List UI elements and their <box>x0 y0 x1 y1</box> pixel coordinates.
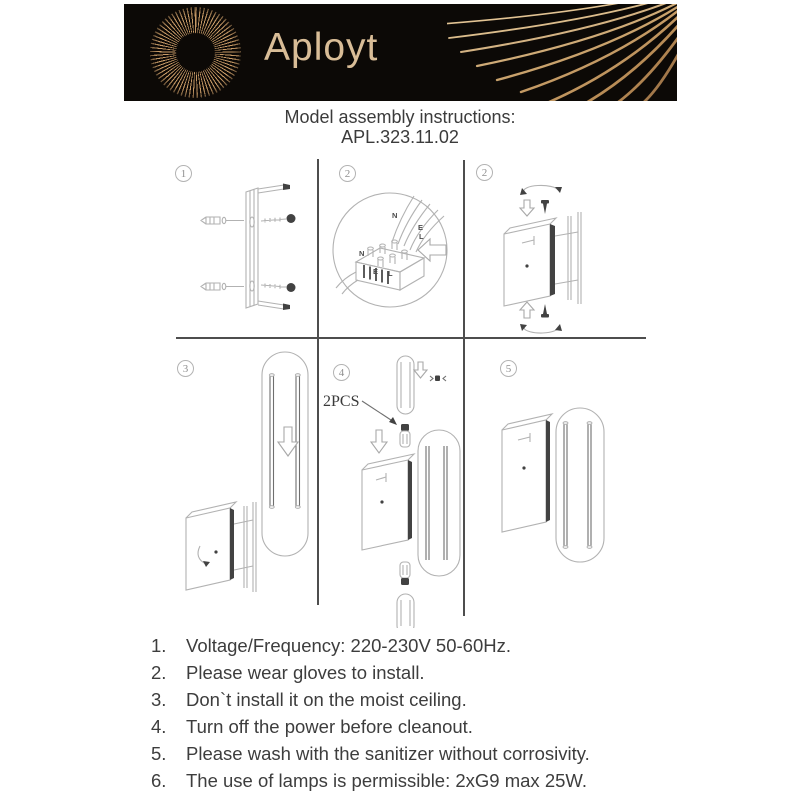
item-text: Don`t install it on the moist ceiling. <box>186 689 467 710</box>
step1-diagram <box>160 158 317 338</box>
g9-bulb-icon <box>400 562 410 585</box>
item-text: Voltage/Frequency: 220-230V 50-60Hz. <box>186 635 511 656</box>
item-number: 3. <box>151 689 167 710</box>
down-arrow-icon <box>414 362 427 378</box>
step5-diagram <box>318 338 463 628</box>
item-text: Please wash with the sanitizer without corrosivity. <box>186 743 590 764</box>
small-bulb-icon <box>430 376 446 382</box>
item-number: 5. <box>151 743 167 764</box>
up-arrow-icon <box>520 302 534 318</box>
model-number: APL.323.11.02 <box>341 127 459 147</box>
2pcs-label: 2PCS <box>323 393 360 410</box>
item-number: 4. <box>151 716 167 737</box>
step-badge-5: 4 <box>333 364 350 381</box>
base-plate-icon <box>362 454 414 550</box>
item-text: Turn off the power before cleanout. <box>186 716 473 737</box>
wire-label-n-left: N <box>359 249 365 258</box>
rotate-arrow-icon <box>520 185 562 195</box>
fan-rays-icon <box>447 4 677 101</box>
item-number: 1. <box>151 635 167 656</box>
wall-rails-icon <box>234 502 256 592</box>
screw-icon <box>541 200 549 214</box>
terminal-block-icon <box>356 240 424 290</box>
title-block <box>0 107 800 147</box>
screw-icon <box>541 304 549 318</box>
screw-icon <box>261 214 296 292</box>
brand-name: Aployt <box>264 26 379 69</box>
base-plate-icon <box>504 218 556 306</box>
wire-label-l-bottom: L <box>388 269 393 278</box>
list-item <box>151 743 590 770</box>
step2-wiring-diagram <box>318 158 463 338</box>
list-item <box>151 635 590 662</box>
lamp-frame-icon <box>262 352 308 556</box>
item-text: Please wear gloves to install. <box>186 662 425 683</box>
wall-anchor-icon <box>201 217 244 290</box>
instructions-list <box>151 635 590 797</box>
wall-rails-icon <box>555 212 581 304</box>
wire-label-e-right: E <box>418 223 424 232</box>
step-badge-4: 3 <box>177 360 194 377</box>
starburst-logo-icon <box>150 7 241 98</box>
base-plate-icon <box>502 414 552 532</box>
lamp-frame-icon <box>556 408 604 562</box>
page-title: Model assembly instructions: <box>284 107 516 127</box>
wire-label-e-bottom: E <box>373 267 379 276</box>
lamp-frame-icon <box>418 430 460 576</box>
item-number: 2. <box>151 662 167 683</box>
step-badge-3: 2 <box>476 164 493 181</box>
leader-arrow-icon <box>362 401 397 425</box>
mounting-bracket-icon <box>246 184 290 311</box>
item-number: 6. <box>151 770 167 791</box>
glass-tube-icon <box>397 594 414 628</box>
step-badge-2: 2 <box>339 165 356 182</box>
step6-diagram <box>464 338 645 608</box>
step4-diagram <box>160 338 317 608</box>
wire-label-n-top: N <box>392 211 398 220</box>
list-item <box>151 770 590 797</box>
step3-diagram <box>464 158 645 338</box>
g9-bulb-icon <box>400 424 410 447</box>
step-badge-6: 5 <box>500 360 517 377</box>
step-badge-1: 1 <box>175 165 192 182</box>
down-arrow-icon <box>278 427 298 456</box>
wire-label-l-right: L <box>419 232 424 241</box>
rotate-arrow-icon <box>520 324 562 333</box>
list-item <box>151 662 590 689</box>
down-arrow-icon <box>520 200 534 216</box>
base-plate-icon <box>186 502 236 590</box>
list-item <box>151 689 590 716</box>
glass-tube-icon <box>397 356 414 414</box>
item-text: The use of lamps is permissible: 2xG9 max 25W. <box>186 770 587 791</box>
list-item <box>151 716 590 743</box>
brand-banner <box>124 4 677 101</box>
down-arrow-icon <box>371 430 387 453</box>
